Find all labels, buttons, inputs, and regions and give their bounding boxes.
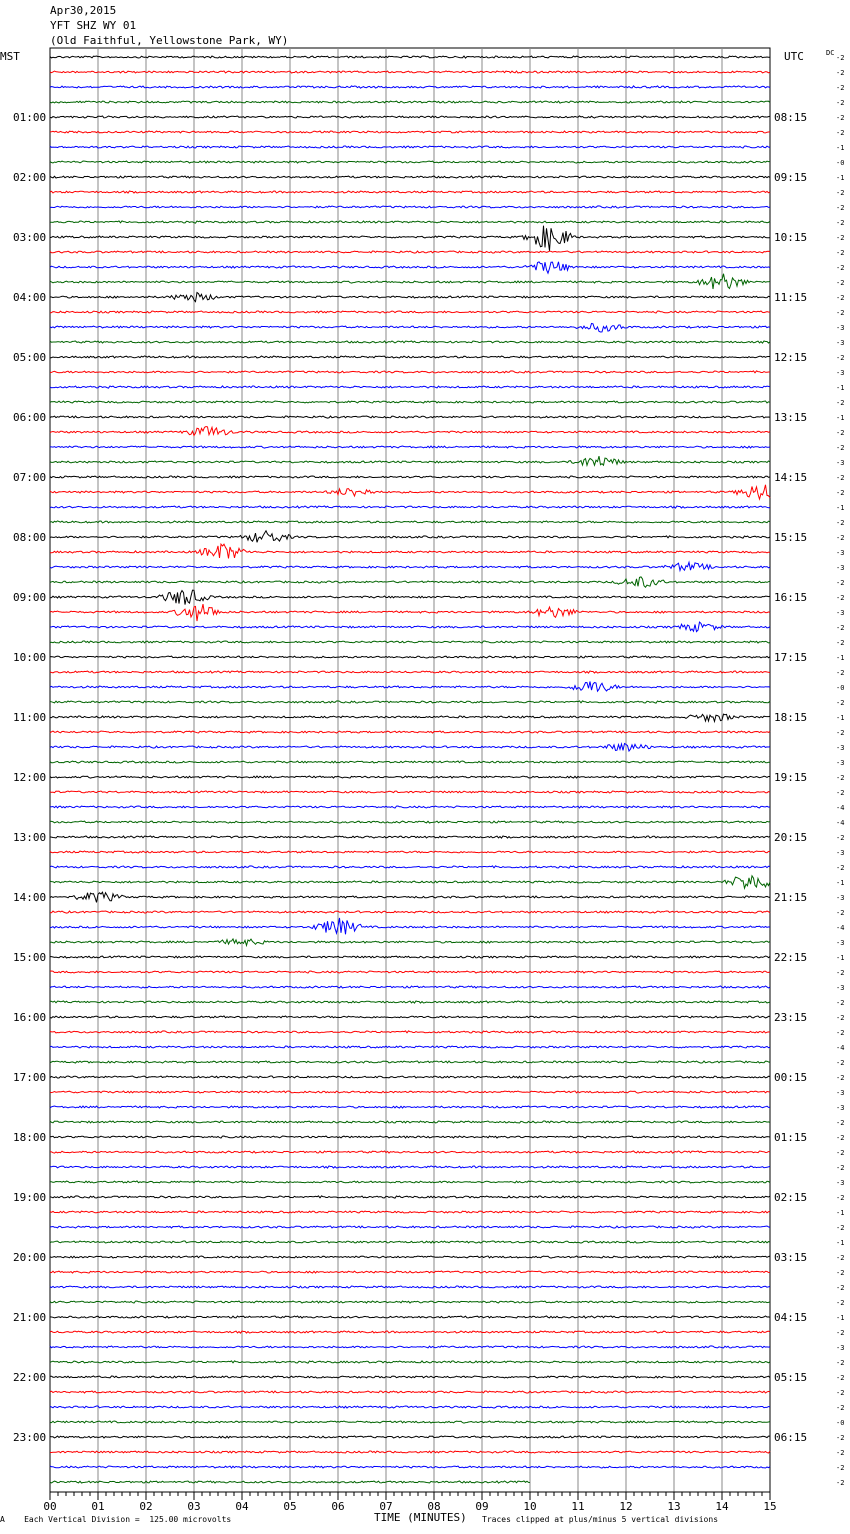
seismic-trace bbox=[50, 971, 770, 973]
seismic-trace bbox=[50, 341, 770, 343]
dc-offset-label: -2 bbox=[836, 1134, 845, 1142]
seismic-trace bbox=[50, 206, 770, 208]
dc-offset-label: -3 bbox=[836, 549, 845, 557]
seismic-trace bbox=[50, 1016, 770, 1018]
dc-offset-label: -2 bbox=[836, 1479, 845, 1487]
utc-time-label: 04:15 bbox=[774, 1311, 808, 1324]
dc-offset-label: -1 bbox=[836, 414, 845, 422]
dc-offset-label: -2 bbox=[836, 729, 845, 737]
dc-offset-label: -2 bbox=[836, 864, 845, 872]
mst-time-label: 09:00 bbox=[13, 591, 47, 604]
dc-offset-label: -3 bbox=[836, 849, 845, 857]
seismic-trace bbox=[50, 1421, 770, 1423]
dc-offset-label: -3 bbox=[836, 744, 845, 752]
dc-offset-label: -2 bbox=[836, 1014, 845, 1022]
x-tick-label: 10 bbox=[523, 1500, 537, 1513]
mst-time-label: 04:00 bbox=[13, 291, 47, 304]
mst-time-label: 18:00 bbox=[13, 1131, 47, 1144]
dc-offset-label: -2 bbox=[836, 204, 845, 212]
dc-offset-label: -2 bbox=[836, 279, 845, 287]
dc-offset-label: -2 bbox=[836, 669, 845, 677]
dc-offset-label: -1 bbox=[836, 384, 845, 392]
seismic-trace bbox=[50, 456, 770, 465]
utc-time-label: 16:15 bbox=[774, 591, 808, 604]
dc-offset-label: -2 bbox=[836, 309, 845, 317]
dc-offset-label: -2 bbox=[836, 1119, 845, 1127]
dc-offset-label: -3 bbox=[836, 894, 845, 902]
dc-offset-label: -2 bbox=[836, 1059, 845, 1067]
dc-offset-label: -2 bbox=[836, 1449, 845, 1457]
dc-offset-label: -3 bbox=[836, 324, 845, 332]
mst-time-label: 17:00 bbox=[13, 1071, 47, 1084]
seismic-trace bbox=[50, 176, 770, 178]
dc-offset-label: -2 bbox=[836, 234, 845, 242]
x-tick-label: 11 bbox=[571, 1500, 585, 1513]
dc-offset-label: -2 bbox=[836, 1434, 845, 1442]
dc-offset-label: -2 bbox=[836, 1224, 845, 1232]
seismic-trace bbox=[50, 1046, 770, 1048]
seismic-trace bbox=[50, 714, 770, 721]
mst-time-label: 14:00 bbox=[13, 891, 47, 904]
dc-offset-label: -3 bbox=[836, 459, 845, 467]
x-tick-label: 02 bbox=[139, 1500, 153, 1513]
seismic-trace bbox=[50, 131, 770, 133]
seismic-trace bbox=[50, 1091, 770, 1093]
seismic-trace bbox=[50, 293, 770, 302]
dc-offset-label: -1 bbox=[836, 504, 845, 512]
vertical-division-note: Each Vertical Division = 125.00 microvolts bbox=[24, 1515, 232, 1524]
seismic-trace bbox=[50, 221, 770, 223]
seismic-trace bbox=[50, 731, 770, 733]
seismic-trace bbox=[50, 701, 770, 703]
seismic-trace bbox=[50, 1361, 770, 1363]
dc-offset-label: -4 bbox=[836, 804, 845, 812]
seismic-trace bbox=[50, 521, 770, 523]
utc-time-label: 18:15 bbox=[774, 711, 808, 724]
seismic-trace bbox=[50, 251, 770, 253]
seismic-trace bbox=[50, 311, 770, 313]
seismic-trace bbox=[50, 116, 770, 118]
mst-time-label: 23:00 bbox=[13, 1431, 47, 1444]
seismic-trace bbox=[50, 562, 770, 570]
dc-offset-label: -2 bbox=[836, 834, 845, 842]
station-id: YFT SHZ WY 01 bbox=[50, 19, 137, 32]
seismic-trace bbox=[50, 416, 770, 418]
seismic-trace bbox=[50, 821, 770, 823]
seismic-trace bbox=[50, 851, 770, 853]
seismic-trace bbox=[50, 476, 770, 478]
dc-offset-label: -1 bbox=[836, 1209, 845, 1217]
dc-offset-label: -2 bbox=[836, 1389, 845, 1397]
dc-offset-label: -2 bbox=[836, 1074, 845, 1082]
utc-time-label: 03:15 bbox=[774, 1251, 808, 1264]
mst-time-label: 11:00 bbox=[13, 711, 47, 724]
x-axis-label: TIME (MINUTES) bbox=[374, 1511, 467, 1524]
seismic-trace bbox=[50, 1316, 770, 1318]
utc-time-label: 02:15 bbox=[774, 1191, 808, 1204]
minute-gridlines bbox=[50, 48, 770, 1492]
seismic-trace bbox=[50, 56, 770, 58]
mst-time-label: 02:00 bbox=[13, 171, 47, 184]
x-tick-label: 01 bbox=[91, 1500, 105, 1513]
utc-time-label: 23:15 bbox=[774, 1011, 808, 1024]
dc-offset-label: -2 bbox=[836, 1194, 845, 1202]
seismic-trace bbox=[50, 1376, 770, 1378]
seismic-trace bbox=[50, 1211, 770, 1213]
seismic-trace bbox=[50, 671, 770, 673]
seismic-trace bbox=[50, 262, 770, 273]
seismic-trace bbox=[50, 761, 770, 763]
seismic-trace bbox=[50, 1076, 770, 1078]
dc-offset-label: -2 bbox=[836, 444, 845, 452]
dc-offset-label: -2 bbox=[836, 1464, 845, 1472]
seismic-trace bbox=[50, 791, 770, 793]
dc-offset-label: -2 bbox=[836, 699, 845, 707]
utc-time-label: 21:15 bbox=[774, 891, 808, 904]
mst-time-label: 16:00 bbox=[13, 1011, 47, 1024]
footer-scale-note bbox=[0, 1515, 231, 1524]
dc-offset-label: -2 bbox=[836, 429, 845, 437]
dc-offset-label: -2 bbox=[836, 594, 845, 602]
seismic-trace bbox=[50, 656, 770, 658]
seismic-trace bbox=[50, 1166, 770, 1168]
seismic-trace bbox=[50, 1286, 770, 1288]
seismic-trace bbox=[50, 918, 770, 934]
mst-time-label: 12:00 bbox=[13, 771, 47, 784]
dc-offset-label: -2 bbox=[836, 474, 845, 482]
dc-offset-label: -3 bbox=[836, 1104, 845, 1112]
seismic-trace bbox=[50, 427, 770, 436]
dc-offset-label: -2 bbox=[836, 1164, 845, 1172]
seismic-trace bbox=[50, 744, 770, 752]
dc-offset-label: -2 bbox=[836, 69, 845, 77]
seismic-trace bbox=[50, 866, 770, 868]
dc-offset-label: -2 bbox=[836, 249, 845, 257]
seismic-trace bbox=[50, 1436, 770, 1438]
dc-offset-label: -2 bbox=[836, 1359, 845, 1367]
dc-offset-label: -2 bbox=[836, 99, 845, 107]
dc-offset-label: -3 bbox=[836, 339, 845, 347]
seismic-trace bbox=[50, 1196, 770, 1198]
dc-offset-label: -2 bbox=[836, 579, 845, 587]
dc-offset-label: -2 bbox=[836, 1299, 845, 1307]
dc-offset-label: -4 bbox=[836, 924, 845, 932]
dc-offset-label: -2 bbox=[836, 1149, 845, 1157]
x-tick-label: 13 bbox=[667, 1500, 681, 1513]
seismic-trace bbox=[50, 1136, 770, 1138]
seismic-trace bbox=[50, 1331, 770, 1333]
dc-offset-label: -2 bbox=[836, 489, 845, 497]
seismic-trace bbox=[50, 911, 770, 913]
seismic-trace bbox=[50, 1151, 770, 1153]
mst-time-label: 13:00 bbox=[13, 831, 47, 844]
seismic-trace bbox=[50, 622, 770, 632]
utc-time-label: 08:15 bbox=[774, 111, 808, 124]
trace-area bbox=[50, 56, 770, 1483]
seismic-trace bbox=[50, 446, 770, 448]
seismic-trace bbox=[50, 146, 770, 148]
mst-time-label: 06:00 bbox=[13, 411, 47, 424]
seismic-trace bbox=[50, 577, 770, 587]
seismic-trace bbox=[50, 1346, 770, 1348]
seismic-trace bbox=[50, 682, 770, 692]
dc-offset-label: -0 bbox=[836, 159, 845, 167]
dc-offset-label: -1 bbox=[836, 144, 845, 152]
dc-offset-label: -2 bbox=[836, 909, 845, 917]
x-tick-label: 06 bbox=[331, 1500, 345, 1513]
mst-time-label: 05:00 bbox=[13, 351, 47, 364]
seismic-trace bbox=[50, 836, 770, 838]
seismic-trace bbox=[50, 86, 770, 88]
seismic-trace bbox=[50, 1391, 770, 1393]
seismic-trace bbox=[50, 1301, 770, 1303]
dc-offset-label: -3 bbox=[836, 564, 845, 572]
seismic-trace bbox=[50, 1451, 770, 1453]
dc-offset-label: -4 bbox=[836, 1044, 845, 1052]
x-tick-label: 03 bbox=[187, 1500, 201, 1513]
utc-time-label: 10:15 bbox=[774, 231, 808, 244]
dc-offset-label: -2 bbox=[836, 54, 845, 62]
dc-offset-label: -2 bbox=[836, 264, 845, 272]
dc-offset-label: -2 bbox=[836, 999, 845, 1007]
x-tick-label: 12 bbox=[619, 1500, 633, 1513]
x-tick-label: 07 bbox=[379, 1500, 393, 1513]
x-tick-label: 14 bbox=[715, 1500, 729, 1513]
x-tick-label: 15 bbox=[763, 1500, 777, 1513]
dc-offset-label: -2 bbox=[836, 969, 845, 977]
dc-offset-label: -2 bbox=[836, 639, 845, 647]
dc-offset-label: -2 bbox=[836, 129, 845, 137]
dc-offset-label: -3 bbox=[836, 369, 845, 377]
dc-offset-label: -2 bbox=[836, 219, 845, 227]
mst-time-label: 03:00 bbox=[13, 231, 47, 244]
dc-offset-label: -3 bbox=[836, 1089, 845, 1097]
seismic-trace bbox=[50, 1061, 770, 1063]
seismic-trace bbox=[50, 485, 770, 499]
utc-time-label: 20:15 bbox=[774, 831, 808, 844]
seismic-trace bbox=[50, 1406, 770, 1408]
utc-time-label: 13:15 bbox=[774, 411, 808, 424]
seismic-trace bbox=[50, 776, 770, 778]
dc-offset-label: -1 bbox=[836, 1314, 845, 1322]
seismic-trace bbox=[50, 161, 770, 163]
dc-offset-label: -1 bbox=[836, 954, 845, 962]
seismic-trace bbox=[50, 986, 770, 988]
seismic-trace bbox=[50, 939, 770, 946]
mst-time-label: 10:00 bbox=[13, 651, 47, 664]
seismic-trace bbox=[50, 1256, 770, 1258]
seismic-trace bbox=[50, 604, 770, 621]
utc-time-label: 05:15 bbox=[774, 1371, 808, 1384]
mst-time-label: 19:00 bbox=[13, 1191, 47, 1204]
seismic-trace bbox=[50, 506, 770, 508]
seismic-trace bbox=[50, 1181, 770, 1183]
dc-offset-label: -1 bbox=[836, 174, 845, 182]
seismic-trace bbox=[50, 1271, 770, 1273]
dc-offset-label: -1 bbox=[836, 879, 845, 887]
seismic-trace bbox=[50, 806, 770, 808]
seismic-trace bbox=[50, 590, 770, 604]
dc-offset-label: -2 bbox=[836, 789, 845, 797]
seismic-trace bbox=[50, 191, 770, 193]
seismic-trace bbox=[50, 324, 770, 333]
dc-offset-label: -3 bbox=[836, 939, 845, 947]
dc-offset-label: -2 bbox=[836, 399, 845, 407]
utc-time-label: 19:15 bbox=[774, 771, 808, 784]
seismic-trace bbox=[50, 531, 770, 543]
dc-offset-label: -2 bbox=[836, 519, 845, 527]
dc-offset-label: -3 bbox=[836, 1179, 845, 1187]
dc-offset-label: -2 bbox=[836, 1029, 845, 1037]
dc-offset-label: -0 bbox=[836, 684, 845, 692]
dc-offset-label: -2 bbox=[836, 534, 845, 542]
seismic-trace bbox=[50, 892, 770, 902]
seismic-trace bbox=[50, 1121, 770, 1123]
seismic-trace bbox=[50, 356, 770, 358]
dc-offset-label: -2 bbox=[836, 189, 845, 197]
seismic-trace bbox=[50, 386, 770, 388]
seismic-trace bbox=[50, 641, 770, 643]
utc-time-label: 01:15 bbox=[774, 1131, 808, 1144]
utc-time-label: 09:15 bbox=[774, 171, 808, 184]
seismic-trace bbox=[50, 876, 770, 888]
dc-offset-label: -3 bbox=[836, 759, 845, 767]
dc-offset-label: -1 bbox=[836, 654, 845, 662]
left-timezone-label: MST bbox=[0, 50, 20, 63]
utc-time-label: 14:15 bbox=[774, 471, 808, 484]
seismic-trace bbox=[50, 544, 770, 558]
seismic-trace bbox=[50, 1226, 770, 1228]
x-tick-label: 04 bbox=[235, 1500, 249, 1513]
utc-time-label: 22:15 bbox=[774, 951, 808, 964]
utc-time-label: 15:15 bbox=[774, 531, 808, 544]
scale-mark: A bbox=[0, 1515, 5, 1524]
seismic-trace bbox=[50, 274, 770, 289]
seismic-trace bbox=[50, 1466, 770, 1468]
dc-offset-label: -1 bbox=[836, 714, 845, 722]
dc-offset-label: -2 bbox=[836, 624, 845, 632]
utc-time-label: 12:15 bbox=[774, 351, 808, 364]
dc-offset-label: -2 bbox=[836, 84, 845, 92]
seismic-trace bbox=[50, 1001, 770, 1003]
seismic-trace bbox=[50, 1106, 770, 1108]
mst-time-label: 20:00 bbox=[13, 1251, 47, 1264]
x-tick-label: 00 bbox=[43, 1500, 57, 1513]
mst-time-label: 21:00 bbox=[13, 1311, 47, 1324]
dc-offset-label: -2 bbox=[836, 1404, 845, 1412]
dc-offset-label: -2 bbox=[836, 1329, 845, 1337]
dc-offset-label: -2 bbox=[836, 1374, 845, 1382]
dc-offset-label: -3 bbox=[836, 1344, 845, 1352]
dc-offset-label: -2 bbox=[836, 1284, 845, 1292]
seismic-trace bbox=[50, 101, 770, 103]
station-location: (Old Faithful, Yellowstone Park, WY) bbox=[50, 34, 289, 47]
x-tick-label: 08 bbox=[427, 1500, 441, 1513]
seismic-trace bbox=[50, 1241, 770, 1243]
dc-offset-label: -3 bbox=[836, 984, 845, 992]
dc-offset-label: -0 bbox=[836, 1419, 845, 1427]
dc-offset-label: -2 bbox=[836, 294, 845, 302]
utc-time-label: 11:15 bbox=[774, 291, 808, 304]
utc-time-label: 17:15 bbox=[774, 651, 808, 664]
dc-offset-label: -2 bbox=[836, 1269, 845, 1277]
mst-time-label: 15:00 bbox=[13, 951, 47, 964]
dc-offset-label: -3 bbox=[836, 609, 845, 617]
dc-offset-label: -2 bbox=[836, 1254, 845, 1262]
right-timezone-label: UTC bbox=[784, 50, 804, 63]
clip-note: Traces clipped at plus/minus 5 vertical divisions bbox=[482, 1515, 719, 1524]
utc-time-label: 06:15 bbox=[774, 1431, 808, 1444]
dc-offset-label: -2 bbox=[836, 354, 845, 362]
seismic-trace bbox=[50, 371, 770, 373]
utc-time-label: 00:15 bbox=[774, 1071, 808, 1084]
plot-frame bbox=[50, 48, 770, 1492]
dc-offset-label: -2 bbox=[836, 774, 845, 782]
x-axis bbox=[43, 1492, 776, 1513]
dc-offset-label: -2 bbox=[836, 114, 845, 122]
mst-time-label: 22:00 bbox=[13, 1371, 47, 1384]
x-tick-label: 09 bbox=[475, 1500, 489, 1513]
dc-offset-heading: DC bbox=[826, 49, 835, 57]
seismic-trace bbox=[50, 226, 770, 251]
chart-date: Apr30,2015 bbox=[50, 4, 117, 17]
mst-time-label: 01:00 bbox=[13, 111, 47, 124]
dc-offset-label: -1 bbox=[836, 1239, 845, 1247]
seismic-trace bbox=[50, 956, 770, 958]
x-tick-label: 05 bbox=[283, 1500, 297, 1513]
mst-time-label: 08:00 bbox=[13, 531, 47, 544]
mst-time-label: 07:00 bbox=[13, 471, 47, 484]
seismic-trace bbox=[50, 1031, 770, 1033]
seismic-trace bbox=[50, 401, 770, 403]
dc-offset-label: -4 bbox=[836, 819, 845, 827]
seismic-trace bbox=[50, 71, 770, 73]
